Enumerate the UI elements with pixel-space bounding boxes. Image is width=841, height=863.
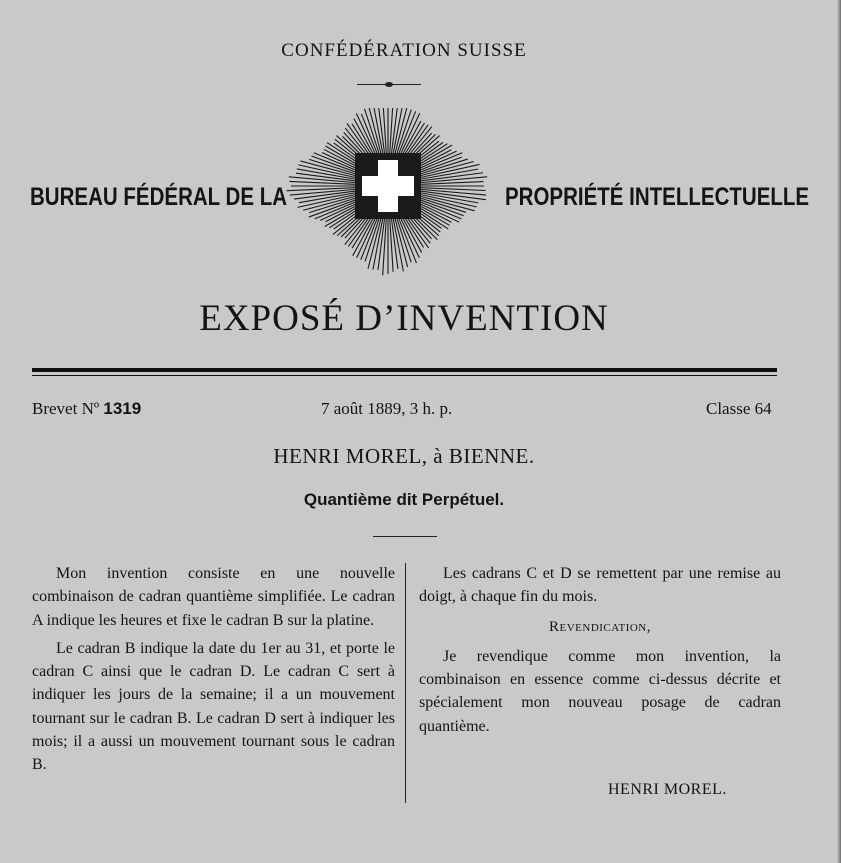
confederation-heading: CONFÉDÉRATION SUISSE	[281, 40, 527, 61]
left-column	[32, 562, 395, 777]
invention-subject: Quantième dit Perpétuel.	[303, 490, 505, 509]
title-rule-thin	[32, 375, 777, 376]
swiss-cross-starburst-icon	[280, 108, 496, 280]
revendication-heading: Revendication,	[548, 618, 652, 635]
subject-divider	[373, 536, 437, 537]
patent-class: Classe 64	[706, 399, 772, 418]
right-column	[419, 562, 781, 738]
brevet-label: Brevet Nº	[32, 399, 100, 418]
page-edge-shadow	[837, 0, 841, 863]
left-paragraph-2: Le cadran B indique la date du 1er au 31, et porte le cadran C ainsi que le cadran D. Le cadran C sert à indiquer les jours de la semaine; il a un mouvement tournant sur le cadran B. Le cadran D sert à indiquer les mois; il a aussi un mouvement tournant sous le cadran B.	[32, 639, 395, 774]
bureau-title-right: PROPRIÉTÉ INTELLECTUELLE	[505, 183, 810, 211]
inventor-name: HENRI MOREL, à BIENNE.	[273, 444, 535, 468]
brevet-number	[32, 399, 141, 419]
patent-date: 7 août 1889, 3 h. p.	[321, 399, 453, 418]
document-title: EXPOSÉ D’INVENTION	[199, 298, 609, 339]
right-paragraph-2: Je revendique comme mon invention, la combinaison en essence comme ci-dessus décrite et spécialement mon nouveau posage de cadran quantième.	[419, 647, 781, 735]
right-paragraph-1: Les cadrans C et D se remettent par une remise au doigt, à chaque fin du mois.	[419, 565, 781, 606]
bureau-title-left: BUREAU FÉDÉRAL DE LA	[30, 183, 288, 211]
column-divider	[405, 563, 406, 803]
brevet-number-value: 1319	[103, 399, 142, 418]
signature: HENRI MOREL.	[608, 781, 727, 798]
left-paragraph-1: Mon invention consiste en une nouvelle combinaison de cadran quantième simplifiée. Le cadran A indique les heures et fixe le cadran B sur la platine.	[32, 565, 395, 629]
title-rule-thick	[32, 368, 777, 372]
ornament-divider	[357, 84, 421, 85]
